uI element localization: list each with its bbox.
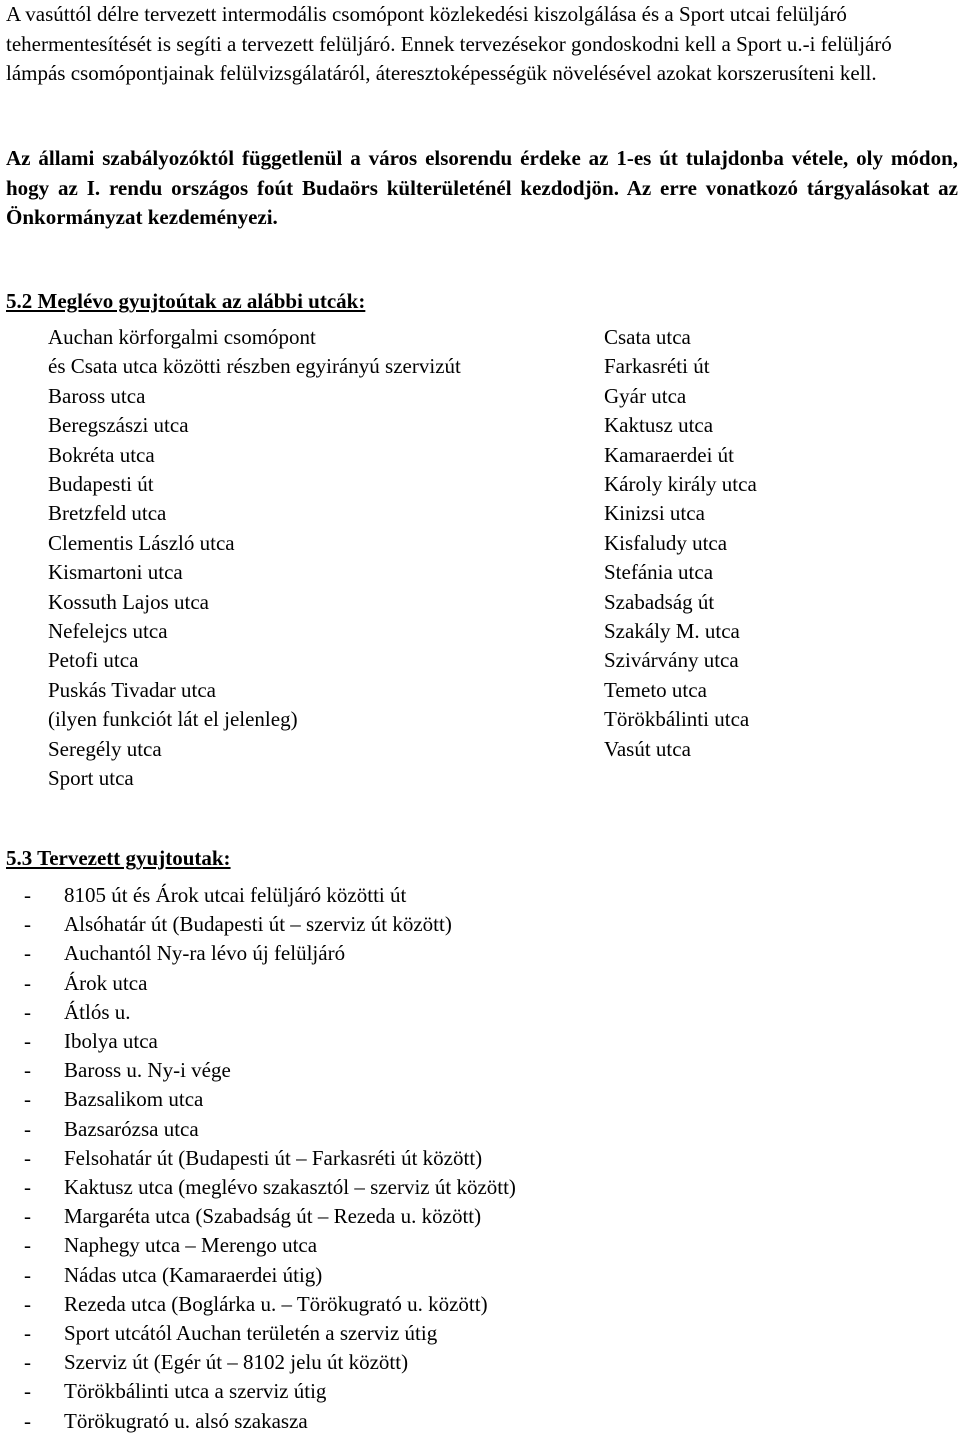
- existing-street-item: és Csata utca közötti részben egyirányú szervizút: [48, 354, 461, 379]
- list-bullet-dash: -: [24, 1321, 31, 1346]
- section-5-2-heading: 5.2 Meglévo gyujtoútak az alábbi utcák:: [6, 289, 366, 313]
- list-bullet-dash: -: [24, 1379, 31, 1404]
- planned-street-item: [24, 1231, 516, 1260]
- planned-street-text: Árok utca: [64, 970, 148, 995]
- list-bullet-dash: -: [24, 1029, 31, 1054]
- planned-street-text: Rezeda utca (Boglárka u. – Törökugrató u. között): [64, 1291, 488, 1316]
- bold-paragraph: Az állami szabályozóktól függetlenül a város elsorendu érdeke az 1-es út tulajdonba vétele, oly módon, hogy az I. rendu országos foút Budaörs külterületénél kezdodjön. Az erre vonatkozó tárgyalásokat az Önkormányzat kezdeményezi.: [6, 146, 958, 229]
- existing-street-item: Vasút utca: [604, 736, 691, 761]
- list-bullet-dash: -: [24, 1145, 31, 1170]
- list-bullet-dash: -: [24, 1116, 31, 1141]
- existing-street-item: Gyár utca: [604, 383, 687, 408]
- existing-streets-left-column: [48, 323, 461, 794]
- planned-street-text: Naphegy utca – Merengo utca: [64, 1233, 318, 1258]
- existing-street-item: Puskás Tivadar utca: [48, 677, 216, 702]
- intro-paragraph: A vasúttól délre tervezett intermodális csomópont közlekedési kiszolgálása és a Sport utcai felüljáró tehermentesítését is segíti a tervezett felüljáró. Ennek tervezésekor gondoskodni kell a Sport u.-i felüljáró lámpás csomópontjainak felülvizsgálatáról, áteresztoképességük növelésével azokat korszerusíteni kell.: [6, 2, 892, 85]
- planned-street-item: [24, 1290, 516, 1319]
- existing-street-item: Kossuth Lajos utca: [48, 589, 209, 614]
- planned-street-item: [24, 1027, 516, 1056]
- existing-street-item: Csata utca: [604, 325, 691, 349]
- existing-streets-right-column: [604, 323, 757, 764]
- existing-street-item: Kismartoni utca: [48, 560, 183, 585]
- existing-street-item: Kinizsi utca: [604, 501, 705, 526]
- planned-street-item: [24, 1173, 516, 1202]
- planned-street-item: [24, 998, 516, 1027]
- section-5-3-heading: 5.3 Tervezett gyujtoutak:: [6, 846, 231, 870]
- existing-street-item: Sport utca: [48, 766, 134, 791]
- planned-street-text: Margaréta utca (Szabadság út – Rezeda u. között): [64, 1204, 482, 1229]
- list-bullet-dash: -: [24, 970, 31, 995]
- existing-street-item: Szakály M. utca: [604, 619, 740, 644]
- existing-street-item: Kisfaludy utca: [604, 530, 728, 555]
- planned-street-text: 8105 út és Árok utcai felüljáró közötti út: [64, 883, 407, 907]
- list-bullet-dash: -: [24, 941, 31, 966]
- planned-street-text: Átlós u.: [64, 999, 131, 1024]
- existing-street-item: Budapesti út: [48, 472, 154, 497]
- existing-street-item: Baross utca: [48, 383, 146, 408]
- existing-street-item: Kaktusz utca: [604, 413, 714, 438]
- list-bullet-dash: -: [24, 1233, 31, 1258]
- planned-street-text: Felsohatár út (Budapesti út – Farkasréti út között): [64, 1145, 483, 1170]
- list-bullet-dash: -: [24, 912, 31, 937]
- existing-street-item: Szivárvány utca: [604, 648, 739, 673]
- existing-street-item: Auchan körforgalmi csomópont: [48, 325, 316, 349]
- planned-street-item: [24, 1319, 516, 1348]
- planned-street-item: [24, 1348, 516, 1377]
- existing-street-item: Temeto utca: [604, 677, 707, 702]
- existing-street-item: (ilyen funkciót lát el jelenleg): [48, 707, 298, 732]
- list-bullet-dash: -: [24, 999, 31, 1024]
- list-bullet-dash: -: [24, 1087, 31, 1112]
- list-bullet-dash: -: [24, 1204, 31, 1229]
- planned-street-item: [24, 1407, 516, 1436]
- list-bullet-dash: -: [24, 1291, 31, 1316]
- planned-street-text: Kaktusz utca (meglévo szakasztól – szerviz út között): [64, 1175, 516, 1200]
- existing-street-item: Károly király utca: [604, 472, 757, 497]
- list-bullet-dash: -: [24, 1262, 31, 1287]
- existing-street-item: Bretzfeld utca: [48, 501, 167, 526]
- existing-street-item: Beregszászi utca: [48, 413, 189, 438]
- existing-street-item: Petofi utca: [48, 648, 139, 673]
- list-bullet-dash: -: [24, 1350, 31, 1375]
- planned-street-item: [24, 1056, 516, 1085]
- planned-street-item: [24, 1377, 516, 1406]
- planned-street-text: Bazsarózsa utca: [64, 1116, 199, 1141]
- planned-street-text: Törökugrató u. alsó szakasza: [64, 1408, 308, 1433]
- existing-street-item: Stefánia utca: [604, 560, 714, 585]
- planned-street-text: Sport utcától Auchan területén a szerviz útig: [64, 1321, 438, 1346]
- existing-street-item: Szabadság út: [604, 589, 715, 614]
- existing-street-item: Bokréta utca: [48, 442, 155, 467]
- existing-street-item: Nefelejcs utca: [48, 619, 168, 644]
- planned-streets-list: [24, 881, 516, 1436]
- planned-street-item: [24, 881, 516, 910]
- planned-street-item: [24, 1202, 516, 1231]
- list-bullet-dash: -: [24, 883, 31, 907]
- planned-street-text: Auchantól Ny-ra lévo új felüljáró: [64, 941, 346, 966]
- planned-street-text: Törökbálinti utca a szerviz útig: [64, 1379, 327, 1404]
- list-bullet-dash: -: [24, 1058, 31, 1083]
- planned-street-item: [24, 1261, 516, 1290]
- list-bullet-dash: -: [24, 1175, 31, 1200]
- planned-street-item: [24, 1115, 516, 1144]
- planned-street-text: Ibolya utca: [64, 1029, 158, 1054]
- existing-street-item: Farkasréti út: [604, 354, 710, 379]
- planned-street-text: Szerviz út (Egér út – 8102 jelu út között): [64, 1350, 409, 1375]
- existing-street-item: Kamaraerdei út: [604, 442, 735, 467]
- existing-street-item: Seregély utca: [48, 736, 162, 761]
- planned-street-item: [24, 1144, 516, 1173]
- planned-street-item: [24, 910, 516, 939]
- planned-street-text: Baross u. Ny-i vége: [64, 1058, 231, 1083]
- planned-street-text: Bazsalikom utca: [64, 1087, 204, 1112]
- planned-street-text: Alsóhatár út (Budapesti út – szerviz út között): [64, 912, 452, 937]
- list-bullet-dash: -: [24, 1408, 31, 1433]
- planned-street-item: [24, 1085, 516, 1114]
- planned-street-item: [24, 939, 516, 968]
- planned-street-text: Nádas utca (Kamaraerdei útig): [64, 1262, 323, 1287]
- planned-street-item: [24, 969, 516, 998]
- existing-street-item: Clementis László utca: [48, 530, 235, 555]
- existing-street-item: Törökbálinti utca: [604, 707, 750, 732]
